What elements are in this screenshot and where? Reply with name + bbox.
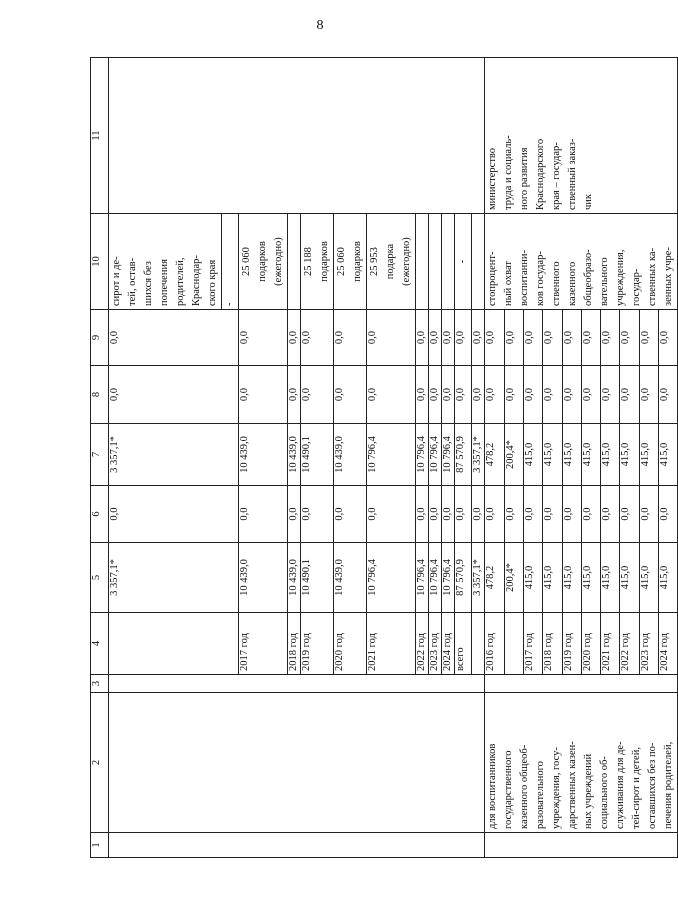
year-cell: 2019 год — [562, 613, 581, 675]
year-cell: 2017 год — [523, 613, 542, 675]
description-line: разовательного — [535, 761, 547, 829]
extra-cell: 0,0 — [581, 310, 600, 366]
result-line: подарка — [385, 243, 397, 280]
column-number-5: 5 — [91, 543, 109, 613]
extra-cell: 0,0 — [455, 310, 472, 366]
local-cell: 0,0 — [523, 366, 542, 424]
table-row — [485, 58, 504, 858]
total-cell: 10 439,0 — [288, 543, 301, 613]
year-cell: 2024 год — [658, 613, 677, 675]
regional-cell: 10 796,4 — [442, 424, 455, 486]
local-cell: 0,0 — [301, 366, 334, 424]
federal-cell: 0,0 — [523, 486, 542, 543]
result-cell — [416, 214, 429, 310]
regional-cell: 200,4* — [504, 424, 523, 486]
col2-empty — [109, 693, 485, 833]
result-line: зенных учре- — [663, 247, 675, 306]
total-cell: 10 796,4 — [416, 543, 429, 613]
federal-cell: 0,0 — [455, 486, 472, 543]
regional-cell: 10 439,0 — [334, 424, 367, 486]
result-line: казенного — [567, 261, 579, 306]
extra-cell: 0,0 — [485, 310, 504, 366]
result-line: 25 188 — [303, 247, 315, 276]
total-cell: 415,0 — [543, 543, 562, 613]
extra-cell: 0,0 — [367, 310, 416, 366]
table-row — [109, 58, 239, 858]
result-line: - — [457, 259, 469, 264]
regional-cell: 478,2 — [485, 424, 504, 486]
description-line: тей-сирот и детей, — [631, 747, 643, 829]
year-cell: 2019 год — [301, 613, 334, 675]
total-cell: 415,0 — [620, 543, 639, 613]
description-line: учреждения, госу- — [551, 747, 563, 829]
extra-cell: 0,0 — [239, 310, 288, 366]
description-line: социального об- — [599, 756, 611, 829]
extra-cell: 0,0 — [601, 310, 620, 366]
customer-line: ного развития — [519, 147, 531, 210]
result-line: шихся без — [143, 261, 154, 306]
description-line: печения родителей, — [663, 741, 675, 829]
extra-cell: 0,0 — [562, 310, 581, 366]
total-cell: 415,0 — [639, 543, 658, 613]
total-cell: 200,4* — [504, 543, 523, 613]
local-cell: 0,0 — [109, 366, 239, 424]
extra-cell: 0,0 — [288, 310, 301, 366]
result-line: 25 060 — [336, 247, 348, 276]
result-line: родителей, — [175, 257, 186, 306]
year-cell: 2018 год — [543, 613, 562, 675]
result-cell — [334, 214, 367, 310]
total-cell: 10 796,4 — [429, 543, 442, 613]
federal-cell: 0,0 — [429, 486, 442, 543]
total-cell: 415,0 — [581, 543, 600, 613]
extra-cell: 0,0 — [442, 310, 455, 366]
federal-cell: 0,0 — [485, 486, 504, 543]
federal-cell: 0,0 — [334, 486, 367, 543]
regional-cell: 10 439,0 — [288, 424, 301, 486]
customer-cell — [109, 58, 485, 214]
description-line: оставшихся без по- — [647, 742, 659, 829]
year-cell — [109, 613, 239, 675]
local-cell: 0,0 — [367, 366, 416, 424]
regional-cell: 415,0 — [601, 424, 620, 486]
extra-cell: 0,0 — [504, 310, 523, 366]
local-cell: 0,0 — [658, 366, 677, 424]
customer-line: Краснодарского — [535, 138, 547, 210]
local-cell: 0,0 — [543, 366, 562, 424]
year-cell: 2017 год — [239, 613, 288, 675]
year-cell: 2021 год — [601, 613, 620, 675]
result-line: ный охват — [503, 261, 515, 306]
local-cell: 0,0 — [239, 366, 288, 424]
regional-cell: 415,0 — [639, 424, 658, 486]
total-cell: 87 570,9 — [455, 543, 472, 613]
federal-cell: 0,0 — [581, 486, 600, 543]
extra-cell: 0,0 — [334, 310, 367, 366]
local-cell: 0,0 — [601, 366, 620, 424]
total-cell: 415,0 — [523, 543, 542, 613]
local-cell: 0,0 — [485, 366, 504, 424]
federal-cell: 0,0 — [109, 486, 239, 543]
description-line: ных учреждений — [583, 753, 595, 829]
total-cell: 3 357,1* — [472, 543, 485, 613]
regional-cell: 10 490,1 — [301, 424, 334, 486]
federal-cell: 0,0 — [472, 486, 485, 543]
result-line: подарков — [257, 241, 268, 282]
year-cell: 2021 год — [367, 613, 416, 675]
local-cell: 0,0 — [472, 366, 485, 424]
federal-cell: 0,0 — [442, 486, 455, 543]
result-cell — [472, 214, 485, 310]
result-line: 25 060 — [241, 247, 252, 276]
regional-cell: 10 796,4 — [416, 424, 429, 486]
total-cell: 10 439,0 — [239, 543, 288, 613]
description-line: государственного — [503, 750, 515, 829]
total-cell: 3 357,1* — [109, 543, 239, 613]
year-cell: 2016 год — [485, 613, 504, 675]
federal-cell: 0,0 — [416, 486, 429, 543]
regional-cell: 415,0 — [523, 424, 542, 486]
regional-cell: 10 796,4 — [429, 424, 442, 486]
program-table — [90, 57, 678, 858]
header-row — [91, 58, 109, 858]
result-line: сирот и де- — [111, 256, 122, 306]
result-line: подарков — [319, 241, 331, 282]
result-line: стопроцент- — [487, 251, 499, 306]
year-cell: 2024 год — [442, 613, 455, 675]
regional-cell: 3 357,1* — [109, 424, 239, 486]
column-number-2: 2 — [91, 693, 109, 833]
result-line: государ- — [631, 268, 643, 306]
col3-empty — [485, 675, 678, 693]
federal-cell: 0,0 — [288, 486, 301, 543]
result-cell — [485, 214, 678, 310]
customer-cell — [485, 58, 678, 214]
description-cell — [485, 693, 678, 833]
description-line: для воспитанников — [487, 743, 499, 829]
regional-cell: 10 796,4 — [367, 424, 416, 486]
result-cell — [367, 214, 416, 310]
year-cell: 2020 год — [581, 613, 600, 675]
regional-cell: 415,0 — [543, 424, 562, 486]
year-cell — [504, 613, 523, 675]
local-cell: 0,0 — [455, 366, 472, 424]
result-line: попечения — [159, 259, 170, 306]
column-number-11: 11 — [91, 58, 109, 214]
year-cell: 2018 год — [288, 613, 301, 675]
result-cell — [239, 214, 288, 310]
local-cell: 0,0 — [416, 366, 429, 424]
year-cell: 2022 год — [416, 613, 429, 675]
customer-line: чик — [583, 193, 595, 210]
description-line: казенного общеоб- — [519, 744, 531, 829]
result-cell — [429, 214, 442, 310]
year-cell: 2022 год — [620, 613, 639, 675]
total-cell: 415,0 — [562, 543, 581, 613]
total-cell: 478,2 — [485, 543, 504, 613]
extra-cell: 0,0 — [472, 310, 485, 366]
local-cell: 0,0 — [442, 366, 455, 424]
rotated-table-frame — [90, 58, 675, 858]
regional-cell: 415,0 — [658, 424, 677, 486]
local-cell: 0,0 — [504, 366, 523, 424]
year-cell: 2023 год — [429, 613, 442, 675]
year-cell: 2020 год — [334, 613, 367, 675]
column-number-6: 6 — [91, 486, 109, 543]
customer-line: министерство — [487, 147, 499, 210]
regional-cell: 10 439,0 — [239, 424, 288, 486]
extra-cell: 0,0 — [523, 310, 542, 366]
regional-cell: 415,0 — [581, 424, 600, 486]
result-cell — [109, 214, 239, 310]
result-line: воспитанни- — [519, 249, 531, 306]
column-number-4: 4 — [91, 613, 109, 675]
local-cell: 0,0 — [581, 366, 600, 424]
federal-cell: 0,0 — [601, 486, 620, 543]
extra-cell: 0,0 — [658, 310, 677, 366]
col3-empty — [109, 675, 485, 693]
customer-line: труда и социаль- — [503, 135, 515, 210]
regional-cell: 87 570,9 — [455, 424, 472, 486]
federal-cell: 0,0 — [301, 486, 334, 543]
result-line: ственного — [551, 261, 563, 306]
federal-cell: 0,0 — [639, 486, 658, 543]
result-cell — [288, 214, 301, 310]
column-number-8: 8 — [91, 366, 109, 424]
result-line: вательного — [599, 257, 611, 306]
result-line: учреждения, — [615, 249, 627, 306]
extra-cell: 0,0 — [416, 310, 429, 366]
column-number-1: 1 — [91, 833, 109, 858]
federal-cell: 0,0 — [562, 486, 581, 543]
total-cell: 10 796,4 — [442, 543, 455, 613]
year-cell: 2023 год — [639, 613, 658, 675]
local-cell: 0,0 — [288, 366, 301, 424]
result-line: подарков — [352, 241, 364, 282]
extra-cell: 0,0 — [109, 310, 239, 366]
extra-cell: 0,0 — [620, 310, 639, 366]
federal-cell: 0,0 — [367, 486, 416, 543]
total-cell: 415,0 — [658, 543, 677, 613]
extra-cell: 0,0 — [429, 310, 442, 366]
page-number: 8 — [316, 18, 324, 33]
federal-cell: 0,0 — [658, 486, 677, 543]
customer-line: ственный заказ- — [567, 138, 579, 210]
local-cell: 0,0 — [429, 366, 442, 424]
result-cell — [455, 214, 472, 310]
extra-cell: 0,0 — [543, 310, 562, 366]
regional-cell: 415,0 — [620, 424, 639, 486]
result-cell — [442, 214, 455, 310]
result-line: Краснодар- — [191, 255, 202, 306]
regional-cell: 415,0 — [562, 424, 581, 486]
federal-cell: 0,0 — [543, 486, 562, 543]
rotated-table-wrapper — [90, 58, 675, 858]
result-line: ков государ- — [535, 251, 547, 306]
customer-line: края – государ- — [551, 142, 563, 210]
federal-cell: 0,0 — [620, 486, 639, 543]
result-line: 25 953 — [369, 247, 381, 276]
result-line: (ежегодно) — [401, 237, 413, 286]
result-line: ственных ка- — [647, 247, 659, 306]
local-cell: 0,0 — [334, 366, 367, 424]
federal-cell: 0,0 — [239, 486, 288, 543]
result-cell — [301, 214, 334, 310]
result-line: общеобразо- — [583, 249, 595, 306]
result-line: (ежегодно) — [273, 237, 284, 286]
col1-empty — [109, 833, 485, 858]
description-line: служивания для де- — [615, 741, 627, 829]
federal-cell: 0,0 — [504, 486, 523, 543]
regional-cell: 3 357,1* — [472, 424, 485, 486]
result-line: ского края — [207, 259, 218, 306]
local-cell: 0,0 — [562, 366, 581, 424]
column-number-3: 3 — [91, 675, 109, 693]
total-cell: 10 490,1 — [301, 543, 334, 613]
extra-cell: 0,0 — [301, 310, 334, 366]
result-line: тей, остав- — [127, 257, 138, 306]
column-number-10: 10 — [91, 214, 109, 310]
local-cell: 0,0 — [620, 366, 639, 424]
col1-empty — [485, 833, 678, 858]
local-cell: 0,0 — [639, 366, 658, 424]
extra-cell: 0,0 — [639, 310, 658, 366]
column-number-9: 9 — [91, 310, 109, 366]
description-line: дарственных казен- — [567, 741, 579, 829]
total-cell: 415,0 — [601, 543, 620, 613]
year-cell: всего — [455, 613, 472, 675]
result-line: - — [221, 214, 238, 309]
total-cell: 10 796,4 — [367, 543, 416, 613]
column-number-7: 7 — [91, 424, 109, 486]
year-cell — [472, 613, 485, 675]
total-cell: 10 439,0 — [334, 543, 367, 613]
